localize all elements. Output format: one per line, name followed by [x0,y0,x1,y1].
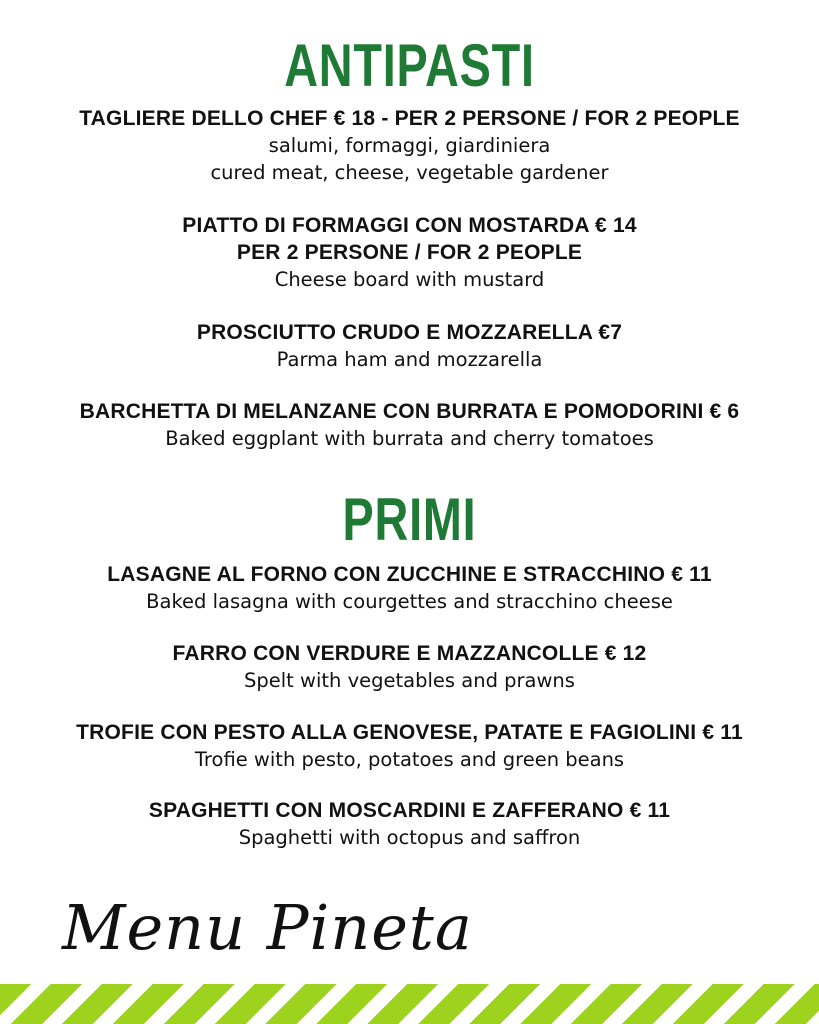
antipasti-title: ANTIPASTI [284,32,535,99]
menu-item-prosciutto [0,319,819,373]
item-name: FARRO CON VERDURE E MAZZANCOLLE € 12 [172,642,647,665]
menu-pineta-signature: Menu Pineta [62,891,473,964]
item-name: SPAGHETTI CON MOSCARDINI E ZAFFERANO € 11 [148,799,671,822]
item-name: LASAGNE AL FORNO CON ZUCCHINE E STRACCHINO € 11 [107,563,712,586]
item-description: cured meat, cheese, vegetable gardener [210,161,609,184]
menu-item-spaghetti [0,797,819,851]
item-name: PROSCIUTTO CRUDO E MOZZARELLA €7 [196,321,623,344]
decorative-stripe-band [0,984,819,1024]
item-name: BARCHETTA DI MELANZANE CON BURRATA E POMODORINI € 6 [79,400,740,423]
item-description: Baked eggplant with burrata and cherry tomatoes [165,427,654,450]
menu-item-farro [0,640,819,694]
item-description: Spelt with vegetables and prawns [244,669,575,692]
item-description: Baked lasagna with courgettes and stracchino cheese [146,590,673,613]
item-name: TROFIE CON PESTO ALLA GENOVESE, PATATE E FAGIOLINI € 11 [76,721,743,744]
primi-title: PRIMI [342,486,477,553]
menu-item-piatto-formaggi [0,212,819,293]
menu-item-lasagne [0,561,819,615]
item-description: salumi, formaggi, giardiniera [268,134,551,157]
item-description: Trofie with pesto, potatoes and green beans [194,748,625,771]
menu-item-barchetta [0,398,819,452]
menu-item-trofie [0,719,819,773]
item-description: Spaghetti with octopus and saffron [238,826,581,849]
item-name: TAGLIERE DELLO CHEF € 18 - PER 2 PERSONE / FOR 2 PEOPLE [79,107,740,130]
menu-item-tagliere [0,105,819,186]
item-description: Parma ham and mozzarella [276,348,543,371]
item-name: PER 2 PERSONE / FOR 2 PEOPLE [236,241,583,264]
item-name: PIATTO DI FORMAGGI CON MOSTARDA € 14 [182,214,637,237]
item-description: Cheese board with mustard [274,268,545,291]
